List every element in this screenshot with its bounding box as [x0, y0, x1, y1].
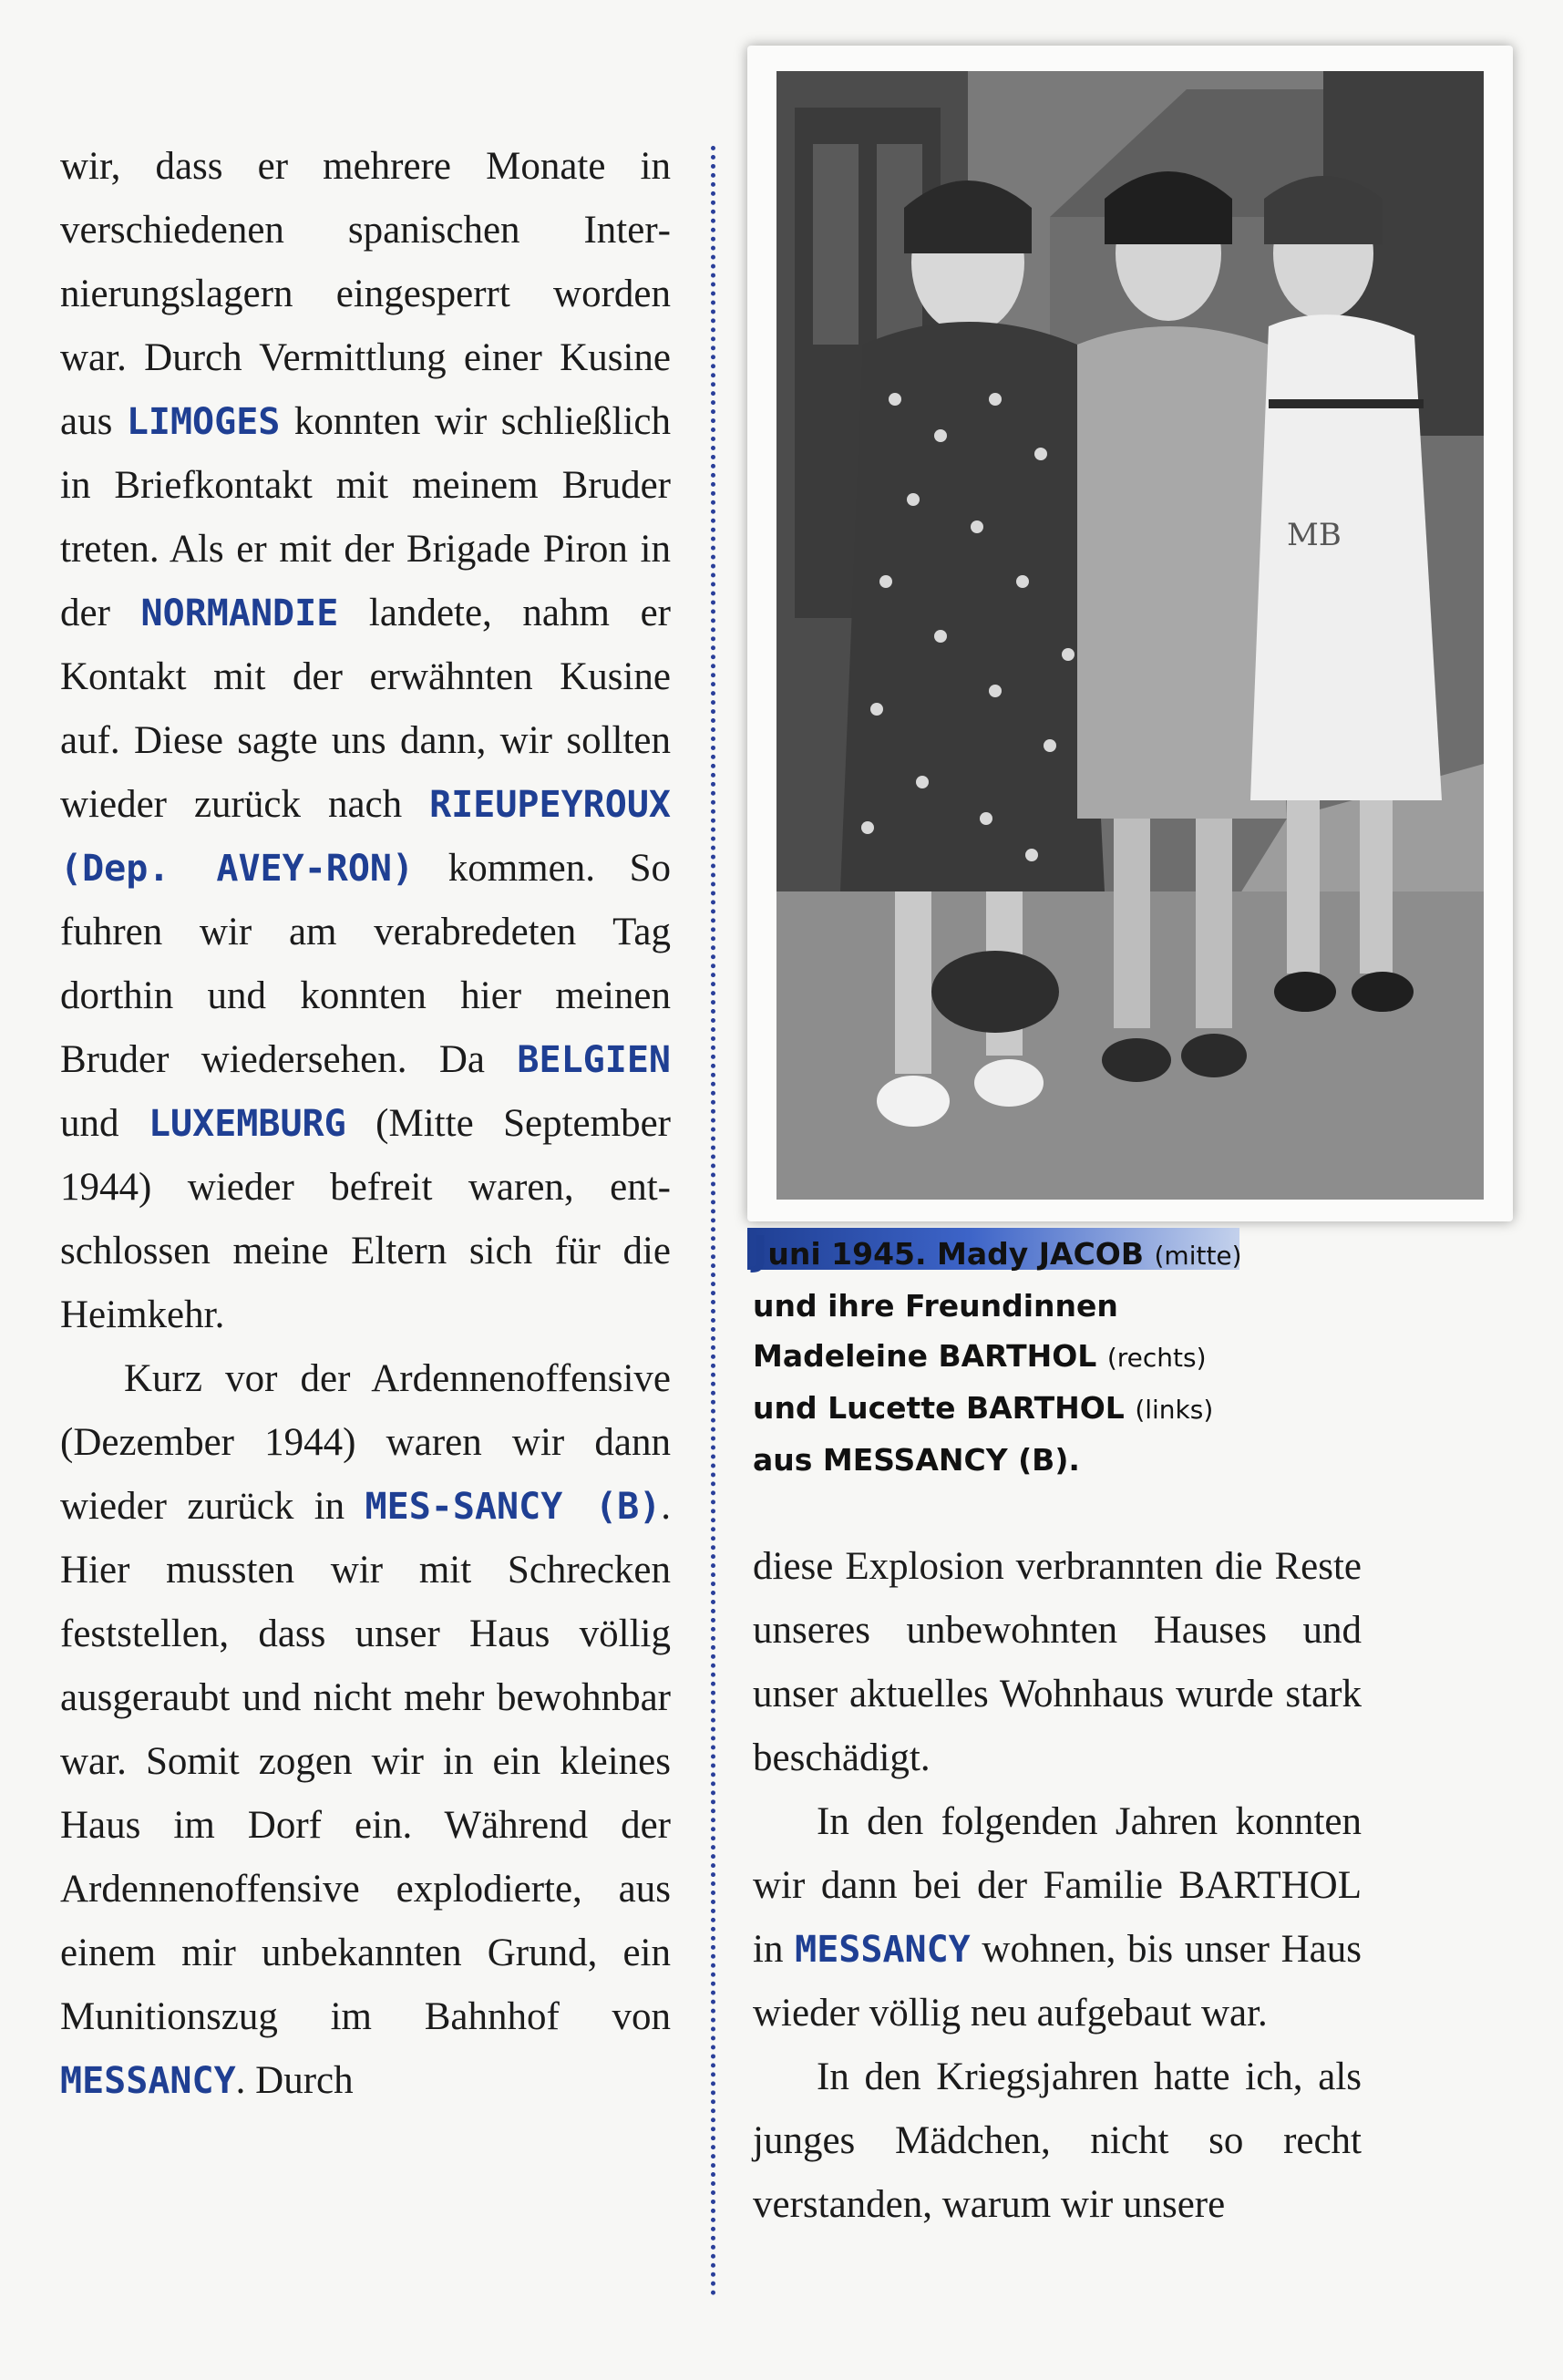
caption-text: und Lucette BARTHOL — [753, 1390, 1136, 1426]
body-text: Kurz vor der Ardennenoffensive (Dezember 1944) waren wir dann wieder zurück in — [60, 1357, 671, 1528]
place-keyword: MESSANCY — [795, 1929, 971, 1971]
body-text: (Mitte September 1944) wieder befreit waren, entschlossen meine Eltern sich für die Heimkehr. — [60, 1102, 671, 1336]
place-keyword: LUXEMBURG — [148, 1103, 346, 1145]
caption-note: (mitte) — [1154, 1241, 1242, 1271]
paragraph — [753, 2045, 1362, 2237]
left-text-column — [60, 135, 671, 2113]
caption-text: uni 1945. Mady JACOB — [767, 1236, 1155, 1272]
photo-illustration — [776, 71, 1484, 1200]
caption-text: Madeleine BARTHOL — [753, 1338, 1107, 1374]
photo-frame — [747, 46, 1513, 1221]
place-keyword: MES-SANCY (B) — [365, 1486, 662, 1528]
body-text: landete, nahm er Kontakt mit der erwähnten Kusine auf. Diese sagte uns dann, wir sollten wieder zurück nach — [60, 592, 671, 826]
place-keyword: MESSANCY — [60, 2060, 236, 2102]
body-text: In den Kriegsjahren hatte ich, als junges Mädchen, nicht so recht verstanden, warum wir unsere — [753, 2055, 1362, 2226]
paragraph — [60, 135, 671, 1347]
body-text: kommen. So fuhren wir am verabredeten Tag dorthin und konnten hier meinen Bruder wiedersehen. Da — [60, 847, 671, 1081]
place-keyword: NORMANDIE — [140, 592, 339, 634]
caption-note: (links) — [1135, 1395, 1214, 1425]
body-text: diese Explosion verbrannten die Reste unseres unbewohnten Hauses und unser aktuelles Wohnhaus wurde stark beschädigt. — [753, 1545, 1362, 1779]
column-divider — [711, 146, 715, 2297]
historic-photo — [776, 71, 1484, 1200]
paragraph — [60, 1347, 671, 2113]
caption-note: (rechts) — [1106, 1343, 1207, 1373]
caption-line — [753, 1435, 1391, 1485]
caption-text: aus MESSANCY (B). — [753, 1442, 1080, 1478]
place-keyword: LIMOGES — [126, 401, 281, 443]
caption-line — [753, 1383, 1391, 1435]
caption-line — [753, 1281, 1391, 1331]
paragraph — [753, 1790, 1362, 2045]
place-keyword: BELGIEN — [517, 1039, 671, 1081]
body-text: . Durch — [235, 2059, 354, 2102]
caption-line — [753, 1226, 1391, 1281]
body-text: wohnen, bis unser Haus wieder völlig neu aufgebaut war. — [753, 1928, 1362, 2035]
photo-caption — [753, 1226, 1391, 1485]
place-keyword: RIEUPEYROUX (Dep. AVEY-RON) — [60, 784, 671, 890]
body-text: wir, dass er mehrere Monate in verschiedenen spanischen Internierungslagern eingesperrt worden war. Durch Vermittlung einer Kusine aus — [60, 145, 671, 443]
caption-line — [753, 1331, 1391, 1383]
caption-text: und ihre Freundinnen — [753, 1288, 1118, 1324]
body-text: In den folgenden Jahren konnten wir dann bei der Familie BARTHOL in — [753, 1800, 1362, 1971]
right-text-column — [753, 1535, 1362, 2237]
body-text: . Hier mussten wir mit Schrecken feststellen, dass unser Haus völlig ausgeraubt und nicht mehr bewohnbar war. Somit zogen wir in ein kleines Haus im Dorf ein. Während der Ardennenoffensive explodierte, aus einem mir unbekannten Grund, ein Munitionszug im Bahnhof von — [60, 1485, 671, 2038]
body-text: und — [60, 1102, 149, 1145]
paragraph — [753, 1535, 1362, 1790]
caption-initial: J — [753, 1228, 768, 1274]
body-text: konnten wir schließlich in Briefkontakt mit meinem Bruder treten. Als er mit der Brigade Piron in der — [60, 400, 671, 634]
dress-monogram: MB — [1287, 517, 1342, 553]
